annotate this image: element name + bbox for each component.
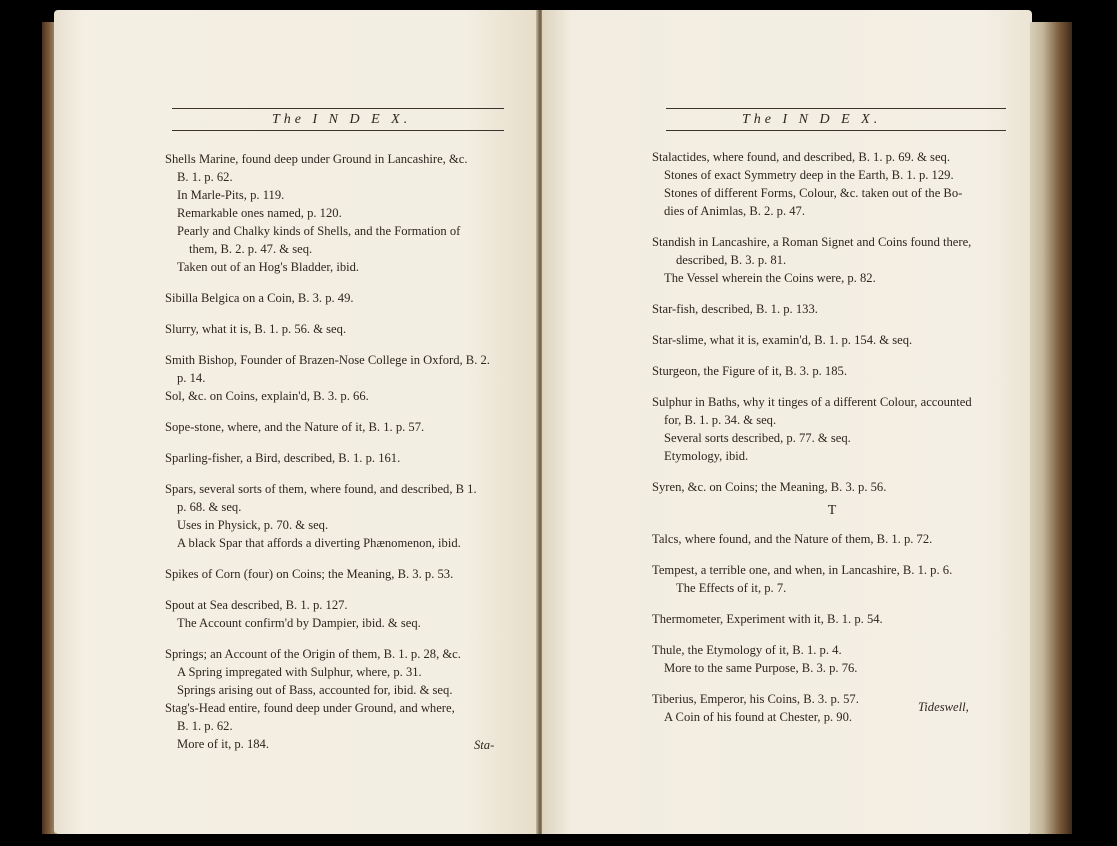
entry-line: Star-fish, described, B. 1. p. 133. bbox=[652, 302, 818, 316]
entries-s bbox=[652, 148, 1012, 496]
entry-line: dies of Animlas, B. 2. p. 47. bbox=[664, 204, 805, 218]
entry-line: Sulphur in Baths, why it tinges of a different Colour, accounted bbox=[652, 395, 972, 409]
entry-line: A Coin of his found at Chester, p. 90. bbox=[664, 710, 853, 724]
entry-line: The Effects of it, p. 7. bbox=[676, 581, 787, 595]
entry-line: The Account confirm'd by Dampier, ibid. & seq. bbox=[177, 616, 421, 630]
right-index-entries bbox=[652, 148, 1012, 726]
entry-line: Star-slime, what it is, examin'd, B. 1. p. 154. & seq. bbox=[652, 333, 913, 347]
index-entry bbox=[165, 565, 525, 583]
entry-line: Standish in Lancashire, a Roman Signet and Coins found there, bbox=[652, 235, 972, 249]
index-entry bbox=[165, 596, 525, 632]
entry-line: described, B. 3. p. 81. bbox=[676, 253, 787, 267]
index-entry bbox=[652, 148, 1012, 220]
entry-line: them, B. 2. p. 47. & seq. bbox=[189, 242, 313, 256]
index-entry bbox=[165, 351, 525, 405]
entry-line: Spars, several sorts of them, where found, and described, B 1. bbox=[165, 482, 477, 496]
entry-line: A Spring impregated with Sulphur, where, p. 31. bbox=[177, 665, 422, 679]
right-book-edge bbox=[1030, 22, 1072, 834]
index-entry bbox=[165, 480, 525, 552]
entry-line: B. 1. p. 62. bbox=[177, 170, 233, 184]
entry-line: B. 1. p. 62. bbox=[177, 719, 233, 733]
entry-line: Several sorts described, p. 77. & seq. bbox=[664, 431, 851, 445]
header-rule-bottom bbox=[172, 130, 504, 131]
index-entry bbox=[652, 641, 1012, 677]
index-entry bbox=[165, 320, 525, 338]
right-page-header: The I N D E X. bbox=[742, 112, 882, 127]
entry-line: Tempest, a terrible one, and when, in Lancashire, B. 1. p. 6. bbox=[652, 563, 953, 577]
entry-line: Sol, &c. on Coins, explain'd, B. 3. p. 66. bbox=[165, 389, 369, 403]
section-letter: T bbox=[827, 503, 837, 518]
entry-line: Slurry, what it is, B. 1. p. 56. & seq. bbox=[165, 322, 347, 336]
index-entry bbox=[165, 645, 525, 753]
entry-line: Thermometer, Experiment with it, B. 1. p. 54. bbox=[652, 612, 883, 626]
entry-line: for, B. 1. p. 34. & seq. bbox=[664, 413, 777, 427]
entry-line: Uses in Physick, p. 70. & seq. bbox=[177, 518, 329, 532]
entry-line: Stalactides, where found, and described, B. 1. p. 69. & seq. bbox=[652, 150, 950, 164]
index-entry bbox=[652, 331, 1012, 349]
entry-line: Tiberius, Emperor, his Coins, B. 3. p. 57. bbox=[652, 692, 859, 706]
entry-line: Taken out of an Hog's Bladder, ibid. bbox=[177, 260, 360, 274]
entry-line: A black Spar that affords a diverting Phænomenon, ibid. bbox=[177, 536, 461, 550]
index-entry bbox=[652, 530, 1012, 548]
header-rule-top bbox=[172, 108, 504, 109]
index-entry bbox=[652, 561, 1012, 597]
catchword: Sta- bbox=[474, 738, 495, 752]
index-entry bbox=[652, 362, 1012, 380]
header-rule-top bbox=[666, 108, 1006, 109]
entry-line: p. 68. & seq. bbox=[177, 500, 242, 514]
entry-line: Sturgeon, the Figure of it, B. 3. p. 185. bbox=[652, 364, 847, 378]
entry-line: Sope-stone, where, and the Nature of it, B. 1. p. 57. bbox=[165, 420, 425, 434]
entry-line: Stones of different Forms, Colour, &c. taken out of the Bo- bbox=[664, 186, 963, 200]
entry-line: Springs; an Account of the Origin of them, B. 1. p. 28, &c. bbox=[165, 647, 461, 661]
entry-line: p. 14. bbox=[177, 371, 206, 385]
index-entry bbox=[165, 418, 525, 436]
entries-t bbox=[652, 530, 1012, 726]
right-page bbox=[542, 10, 1032, 834]
left-page-header: The I N D E X. bbox=[272, 112, 412, 127]
entry-line: Thule, the Etymology of it, B. 1. p. 4. bbox=[652, 643, 842, 657]
left-page bbox=[54, 10, 538, 834]
index-entry bbox=[165, 289, 525, 307]
entry-line: Syren, &c. on Coins; the Meaning, B. 3. p. 56. bbox=[652, 480, 887, 494]
entry-line: More to the same Purpose, B. 3. p. 76. bbox=[664, 661, 858, 675]
entry-line: Spout at Sea described, B. 1. p. 127. bbox=[165, 598, 348, 612]
index-entry bbox=[652, 233, 1012, 287]
open-book bbox=[42, 10, 1072, 840]
entry-line: Stones of exact Symmetry deep in the Earth, B. 1. p. 129. bbox=[664, 168, 954, 182]
index-entry bbox=[165, 150, 525, 276]
index-entry bbox=[652, 478, 1012, 496]
entry-line: Springs arising out of Bass, accounted for, ibid. & seq. bbox=[177, 683, 453, 697]
entry-line: More of it, p. 184. bbox=[177, 737, 269, 751]
entry-line: Smith Bishop, Founder of Brazen-Nose College in Oxford, B. 2. bbox=[165, 353, 490, 367]
entry-line: In Marle-Pits, p. 119. bbox=[177, 188, 285, 202]
entry-line: Talcs, where found, and the Nature of them, B. 1. p. 72. bbox=[652, 532, 933, 546]
entry-line: Pearly and Chalky kinds of Shells, and the Formation of bbox=[177, 224, 461, 238]
entry-line: The Vessel wherein the Coins were, p. 82. bbox=[664, 271, 876, 285]
left-index-entries bbox=[165, 150, 525, 753]
index-entry bbox=[652, 610, 1012, 628]
index-entry bbox=[652, 300, 1012, 318]
index-entry bbox=[652, 393, 1012, 465]
catchword: Tideswell, bbox=[918, 700, 969, 714]
index-entry bbox=[165, 449, 525, 467]
entry-line: Stag's-Head entire, found deep under Ground, and where, bbox=[165, 701, 455, 715]
entry-line: Spikes of Corn (four) on Coins; the Meaning, B. 3. p. 53. bbox=[165, 567, 454, 581]
entry-line: Sibilla Belgica on a Coin, B. 3. p. 49. bbox=[165, 291, 354, 305]
header-rule-bottom bbox=[666, 130, 1006, 131]
entry-line: Remarkable ones named, p. 120. bbox=[177, 206, 342, 220]
entry-line: Etymology, ibid. bbox=[664, 449, 749, 463]
entry-line: Sparling-fisher, a Bird, described, B. 1. p. 161. bbox=[165, 451, 401, 465]
entry-line: Shells Marine, found deep under Ground in Lancashire, &c. bbox=[165, 152, 468, 166]
